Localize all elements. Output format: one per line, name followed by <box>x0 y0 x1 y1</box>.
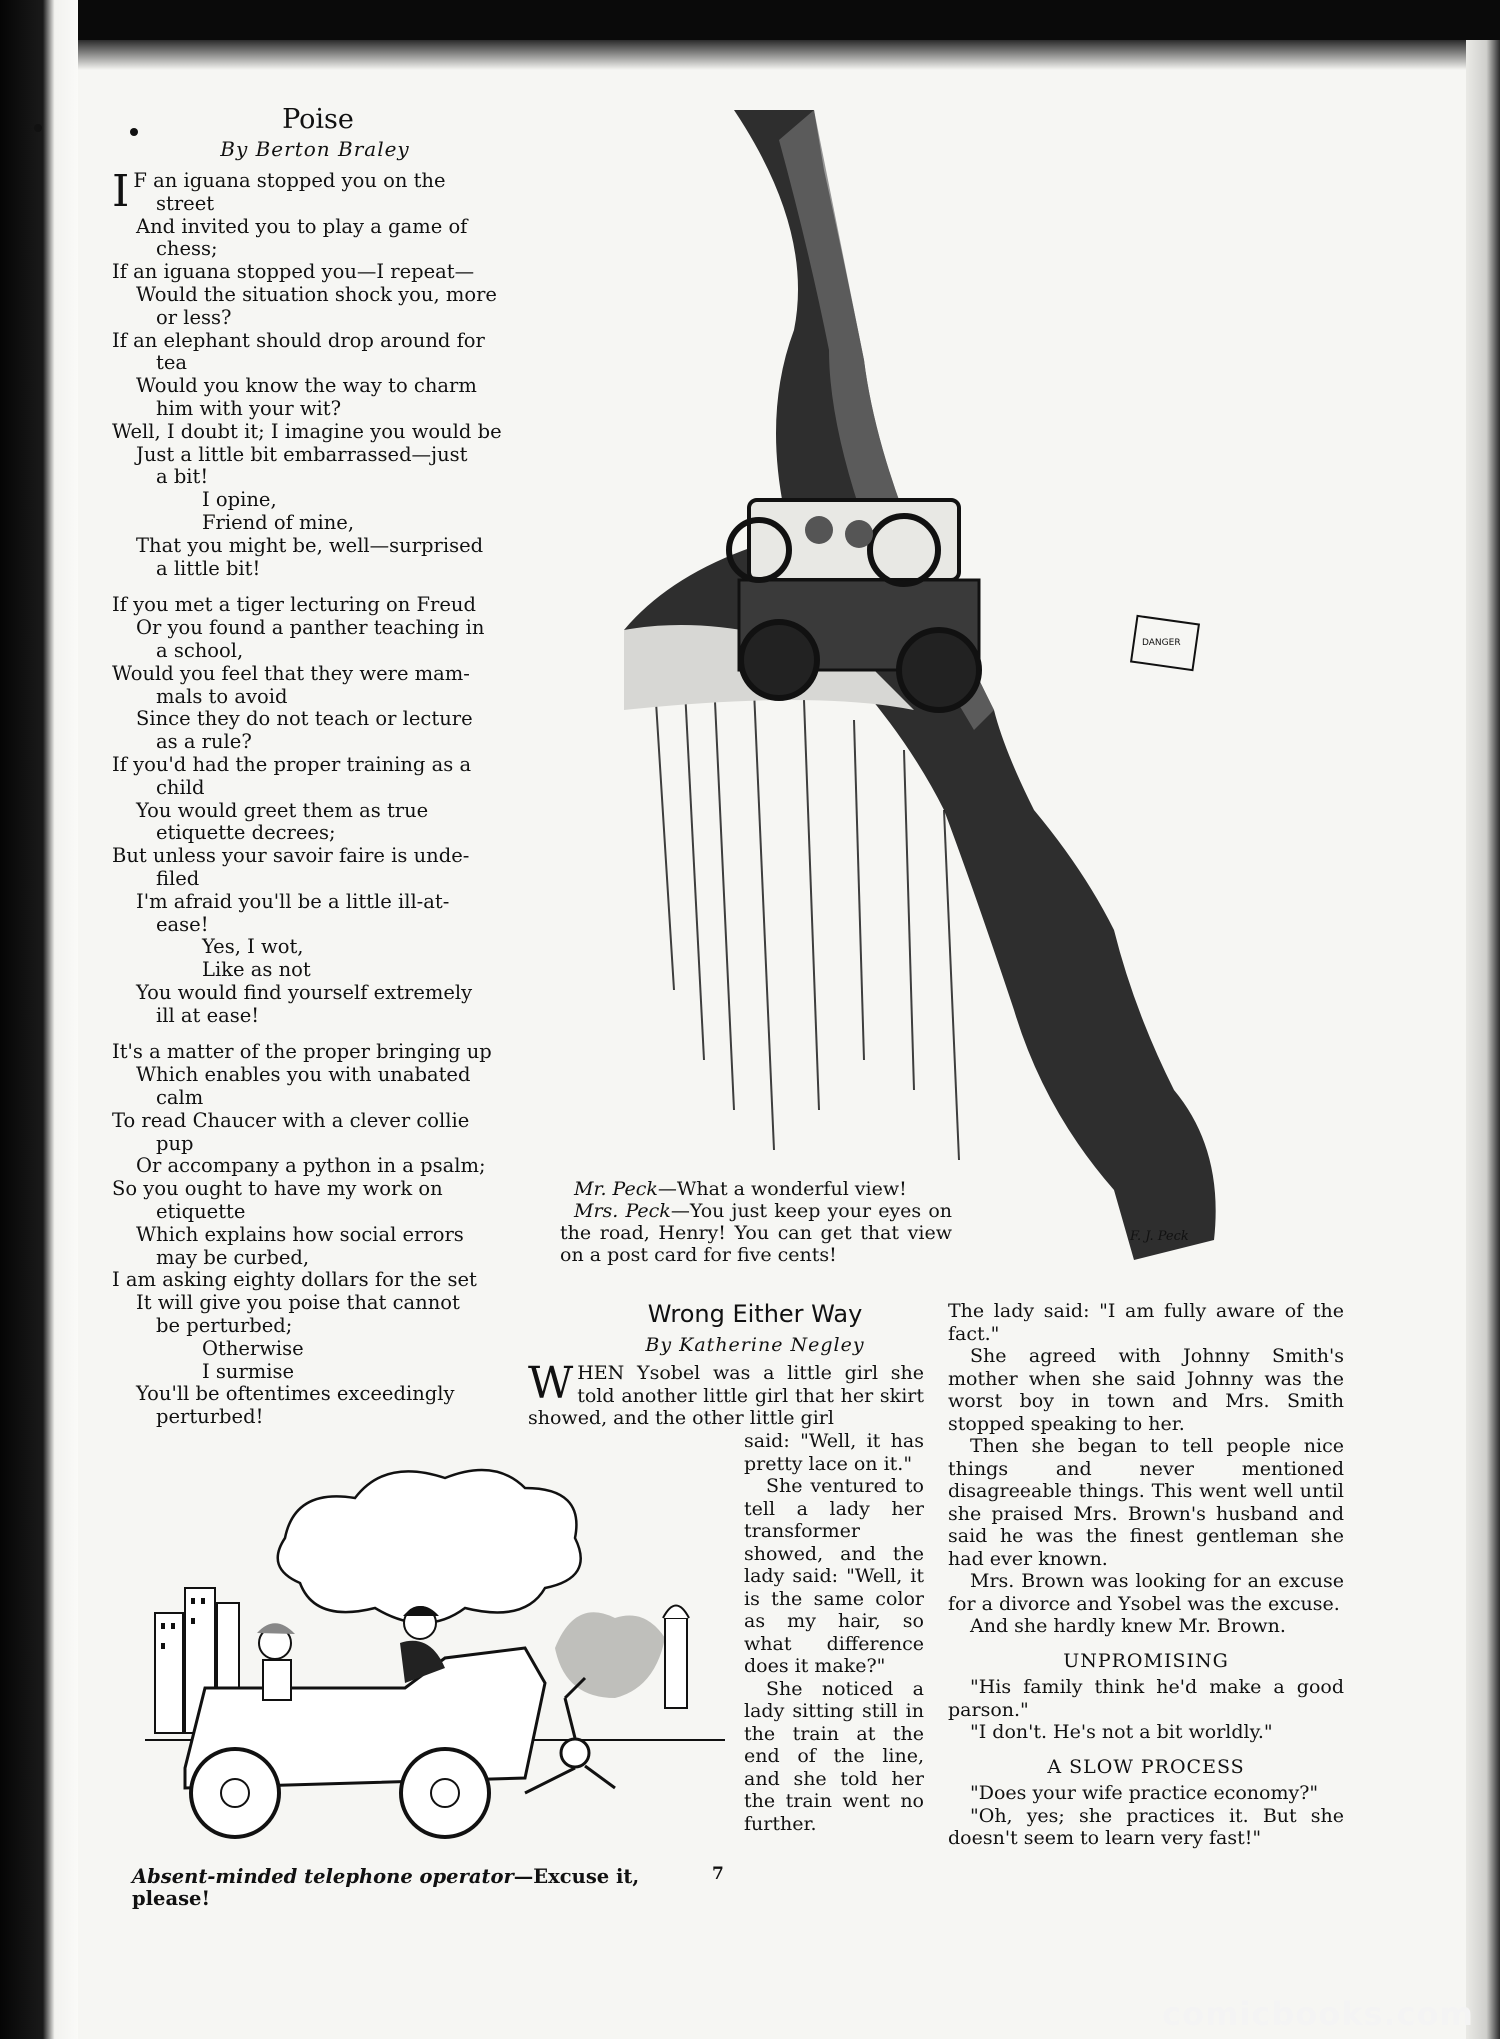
poem-line: etiquette <box>156 1200 246 1224</box>
margin-dot <box>130 128 138 136</box>
poem-line: mals to avoid <box>156 684 288 708</box>
poem-line: Which explains how social errors <box>136 1222 464 1246</box>
book-spine <box>0 0 78 2039</box>
poem-line: Which enables you with unabated <box>136 1063 471 1087</box>
story-para-8: And she hardly knew Mr. Brown. <box>970 1615 1286 1637</box>
poem-line: Would the situation shock you, more <box>136 282 497 306</box>
poem-byline: By Berton Braley <box>220 137 410 161</box>
poem-line: Yes, I wot, <box>202 935 304 959</box>
poem-line: child <box>156 775 205 799</box>
poem-line: Would you feel that they were mam- <box>112 661 470 685</box>
caption-speaker-2: Mrs. Peck <box>574 1200 671 1222</box>
poem-line: If an elephant should drop around for <box>112 328 485 352</box>
caption-text: —Excuse it, please! <box>132 1865 640 1910</box>
poem-line: a school, <box>156 638 244 662</box>
poem-line: It will give you poise that cannot <box>136 1291 460 1315</box>
poem-line: If an iguana stopped you—I repeat— <box>112 260 475 284</box>
telephone-operator-illustration <box>145 1448 725 1868</box>
story-para-5: She agreed with Johnny Smith's mother when she said Johnny was the worst boy in town and Mrs. Smith stopped speaking to her. <box>948 1345 1344 1435</box>
poem-line: You would greet them as true <box>136 798 429 822</box>
poem-line: If you'd had the proper training as a <box>112 752 472 776</box>
caption-line-1: —What a wonderful view! <box>657 1178 907 1200</box>
joke-heading: A SLOW PROCESS <box>1047 1755 1245 1778</box>
page-number: 7 <box>712 1864 724 1884</box>
caption-line-2: —You just keep your eyes on the road, Henry! You can get that view on a post card for five cents! <box>560 1200 952 1266</box>
story-opening <box>528 1358 924 1430</box>
poem-line: a bit! <box>156 465 209 489</box>
poem-line: filed <box>156 866 200 890</box>
story-para-7: Mrs. Brown was looking for an excuse for a divorce and Ysobel was the excuse. <box>948 1570 1344 1615</box>
story-para-6: Then she began to tell people nice things and never mentioned disagreeable things. This went well until she praised Mrs. Brown's husband and said he was the finest gentleman she had ever known. <box>948 1435 1344 1570</box>
poem-line: calm <box>156 1086 204 1110</box>
margin-dot <box>34 124 42 132</box>
poem-line: as a rule? <box>156 730 252 754</box>
cliff-caption <box>560 1178 952 1266</box>
poem-body <box>112 166 510 1429</box>
poem-line: You'll be oftentimes exceedingly <box>136 1382 455 1406</box>
poem-line: That you might be, well—surprised <box>136 533 484 557</box>
poem-line: ill at ease! <box>156 1003 260 1027</box>
poem-line: Like as not <box>202 958 311 982</box>
poem-line: chess; <box>156 237 218 261</box>
story-para-2: She ventured to tell a lady her transformer showed, and the lady said: "Well, it is the same color as my hair, so what difference does it make?" <box>744 1475 924 1677</box>
watermark: comicbooks.com <box>1162 1995 1474 2033</box>
story-byline: By Katherine Negley <box>645 1334 865 1356</box>
poem-line: or less? <box>156 305 232 329</box>
poem-line: Otherwise <box>202 1336 304 1360</box>
poem-line: It's a matter of the proper bringing up <box>112 1040 492 1064</box>
poem-line: perturbed! <box>156 1405 264 1429</box>
poem-line: Would you know the way to charm <box>136 374 477 398</box>
poem-line: You would find yourself extremely <box>136 980 473 1004</box>
operator-caption <box>132 1866 722 1910</box>
stanza-break <box>112 1027 510 1041</box>
poem-dropcap: I <box>112 166 130 217</box>
poem-line: I opine, <box>202 488 277 512</box>
danger-sign: DANGER <box>1142 638 1181 648</box>
poem-line: I'm afraid you'll be a little ill-at- <box>136 889 450 913</box>
poem-line: Or you found a panther teaching in <box>136 616 485 640</box>
poem-line: a little bit! <box>156 556 261 580</box>
artist-signature: F. J. Peck <box>1130 1229 1189 1244</box>
poem-line: be perturbed; <box>156 1314 293 1338</box>
story-column-right <box>948 1300 1344 1850</box>
poem-line: I am asking eighty dollars for the set <box>112 1268 477 1292</box>
poem-line: Since they do not teach or lecture <box>136 707 473 731</box>
poem-line: tea <box>156 351 188 375</box>
joke-heading: UNPROMISING <box>1063 1649 1229 1672</box>
story-column-narrow <box>744 1430 924 1835</box>
story-para-3: She noticed a lady sitting still in the train at the end of the line, and she told her the train went no further. <box>744 1677 924 1835</box>
story-para-4: The lady said: "I am fully aware of the fact." <box>948 1300 1344 1345</box>
page-top-shadow <box>78 40 1500 70</box>
poem-line: To read Chaucer with a clever collie <box>112 1108 470 1132</box>
joke-line: "Does your wife practice economy?" <box>970 1782 1319 1804</box>
poem-line: Friend of mine, <box>202 510 355 534</box>
story-title: Wrong Either Way <box>647 1300 863 1328</box>
poem-line: If you met a tiger lecturing on Freud <box>112 593 476 617</box>
page-right-edge <box>1466 40 1500 2039</box>
poem-line: street <box>156 191 215 215</box>
poem-line: Just a little bit embarrassed—just <box>136 442 468 466</box>
stanza-break <box>112 580 510 594</box>
cliff-car-illustration <box>614 110 1254 1270</box>
poem-line: But unless your savoir faire is unde- <box>112 844 470 868</box>
poem-title: Poise <box>282 104 354 135</box>
poem-line: And invited you to play a game of <box>136 214 468 238</box>
joke-line: "His family think he'd make a good parson." <box>948 1676 1344 1721</box>
poem-line: So you ought to have my work on <box>112 1177 443 1201</box>
poem-line: ease! <box>156 912 209 936</box>
poem-line: I surmise <box>202 1359 295 1383</box>
poem-line: Or accompany a python in a psalm; <box>136 1154 486 1178</box>
joke-line: "Oh, yes; she practices it. But she doesn't seem to learn very fast!" <box>948 1804 1344 1849</box>
poem-line: Well, I doubt it; I imagine you would be <box>112 419 502 443</box>
story-para-1: HEN Ysobel was a little girl she told another little girl that her skirt showed, and the other little girl <box>528 1362 924 1429</box>
caption-speaker-1: Mr. Peck <box>574 1178 658 1200</box>
poem-line: pup <box>156 1131 194 1155</box>
poem-line: may be curbed, <box>156 1245 310 1269</box>
caption-speaker: Absent-minded telephone operator <box>132 1865 514 1888</box>
story-dropcap: W <box>528 1358 574 1409</box>
poem-line: him with your wit? <box>156 396 342 420</box>
joke-line: "I don't. He's not a bit worldly." <box>970 1721 1273 1743</box>
poem-line: etiquette decrees; <box>156 821 336 845</box>
poem-line: F an iguana stopped you on the <box>133 169 446 192</box>
story-para-1-rest: said: "Well, it has pretty lace on it." <box>744 1430 924 1475</box>
